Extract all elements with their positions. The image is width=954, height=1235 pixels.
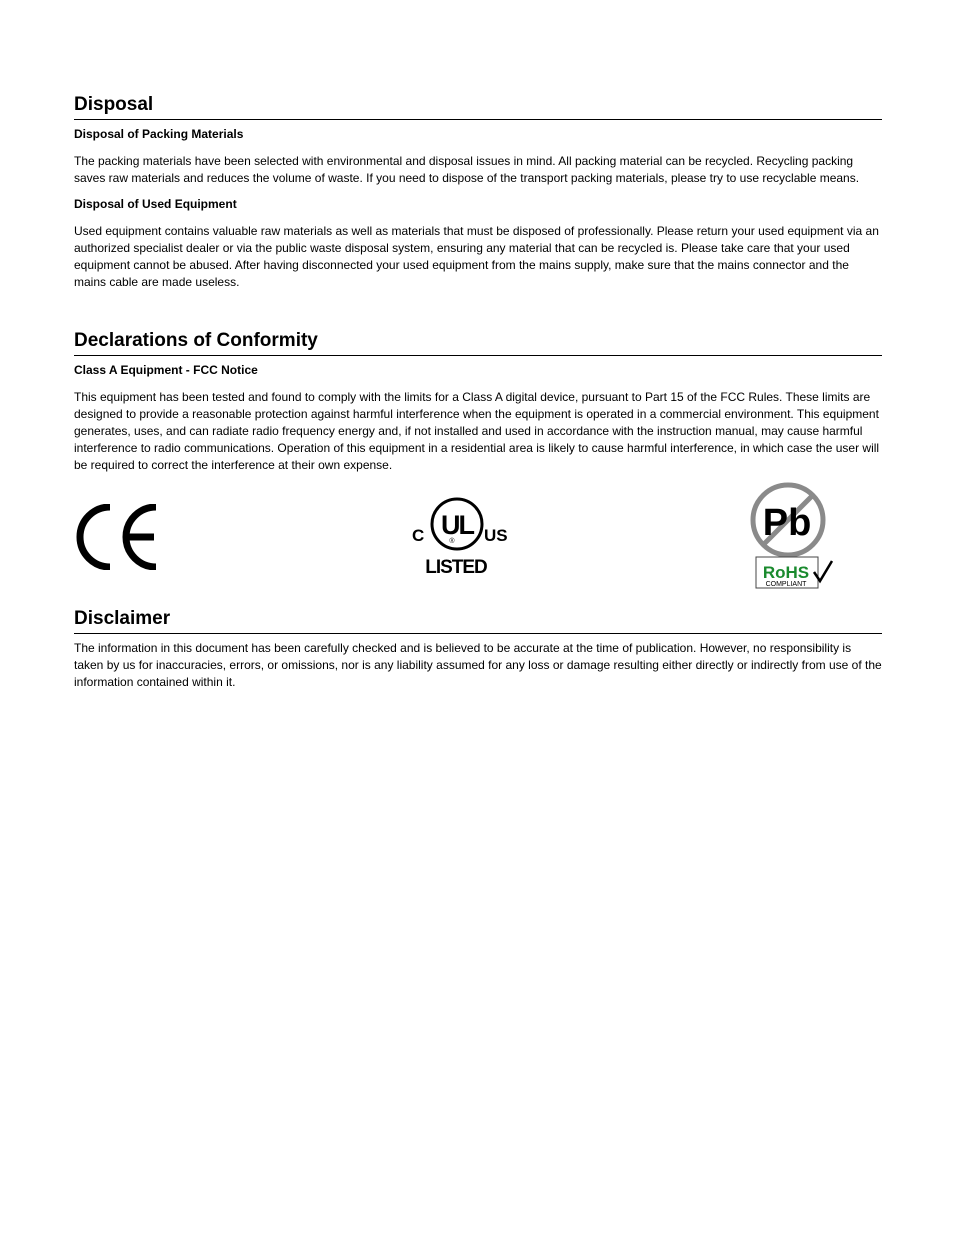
ul-c-label: C	[412, 526, 425, 545]
ul-listed-label: LISTED	[425, 557, 487, 578]
disposal-title: Disposal	[74, 94, 882, 120]
ul-us-label: US	[484, 526, 508, 545]
ul-registered-label: ®	[449, 538, 455, 545]
ce-mark-icon	[76, 504, 160, 570]
disposal-section	[74, 94, 882, 291]
used-equipment-heading: Disposal of Used Equipment	[74, 197, 237, 211]
rohs-pb-free-icon	[749, 482, 835, 590]
rohs-label: RoHS	[762, 563, 810, 582]
packing-text: The packing materials have been selected with environmental and disposal issues in mind. All packing material can be recycled. Recycling packing saves raw materials and reduces the volume of waste. If you need to dispose of the transport packing materials, please try to use recyclable means.	[74, 154, 860, 185]
used-equipment-text: Used equipment contains valuable raw materials as well as materials that must be disposed of professionally. Please return your used equipment via an authorized specialist dealer or via the public waste disposal system, ensuring any material that can be recycled is. Please take care that your used equipment cannot be abused. After having disconnected your used equipment from the mains supply, make sure that the mains connector and the mains cable are made useless.	[74, 224, 879, 289]
ul-label: UL	[441, 510, 473, 540]
pb-label: Pb	[762, 502, 812, 544]
fcc-heading: Class A Equipment - FCC Notice	[74, 363, 258, 377]
ul-listed-icon	[410, 496, 510, 578]
conformity-title: Declarations of Conformity	[74, 330, 882, 356]
disclaimer-text: The information in this document has been carefully checked and is believed to be accurate at the time of publication. However, no responsibility is taken by us for inaccuracies, errors, or omissions, nor is any liability assumed for any loss or damage resulting either directly or indirectly from use of the information contained within it.	[74, 641, 882, 689]
packing-heading: Disposal of Packing Materials	[74, 127, 244, 141]
disclaimer-title: Disclaimer	[74, 608, 882, 634]
disclaimer-section	[74, 608, 882, 691]
conformity-section	[74, 330, 882, 474]
certification-logos	[74, 482, 882, 590]
compliant-label: COMPLIANT	[765, 581, 807, 588]
fcc-text: This equipment has been tested and found to comply with the limits for a Class A digital device, pursuant to Part 15 of the FCC Rules. These limits are designed to provide a reasonable protection against harmful interference when the equipment is operated in a commercial environment. This equipment generates, uses, and can radiate radio frequency energy and, if not installed and used in accordance with the instruction manual, may cause harmful interference to radio communications. Operation of this equipment in a residential area is likely to cause harmful interference, in which case the user will be required to correct the interference at their own expense.	[74, 390, 880, 472]
